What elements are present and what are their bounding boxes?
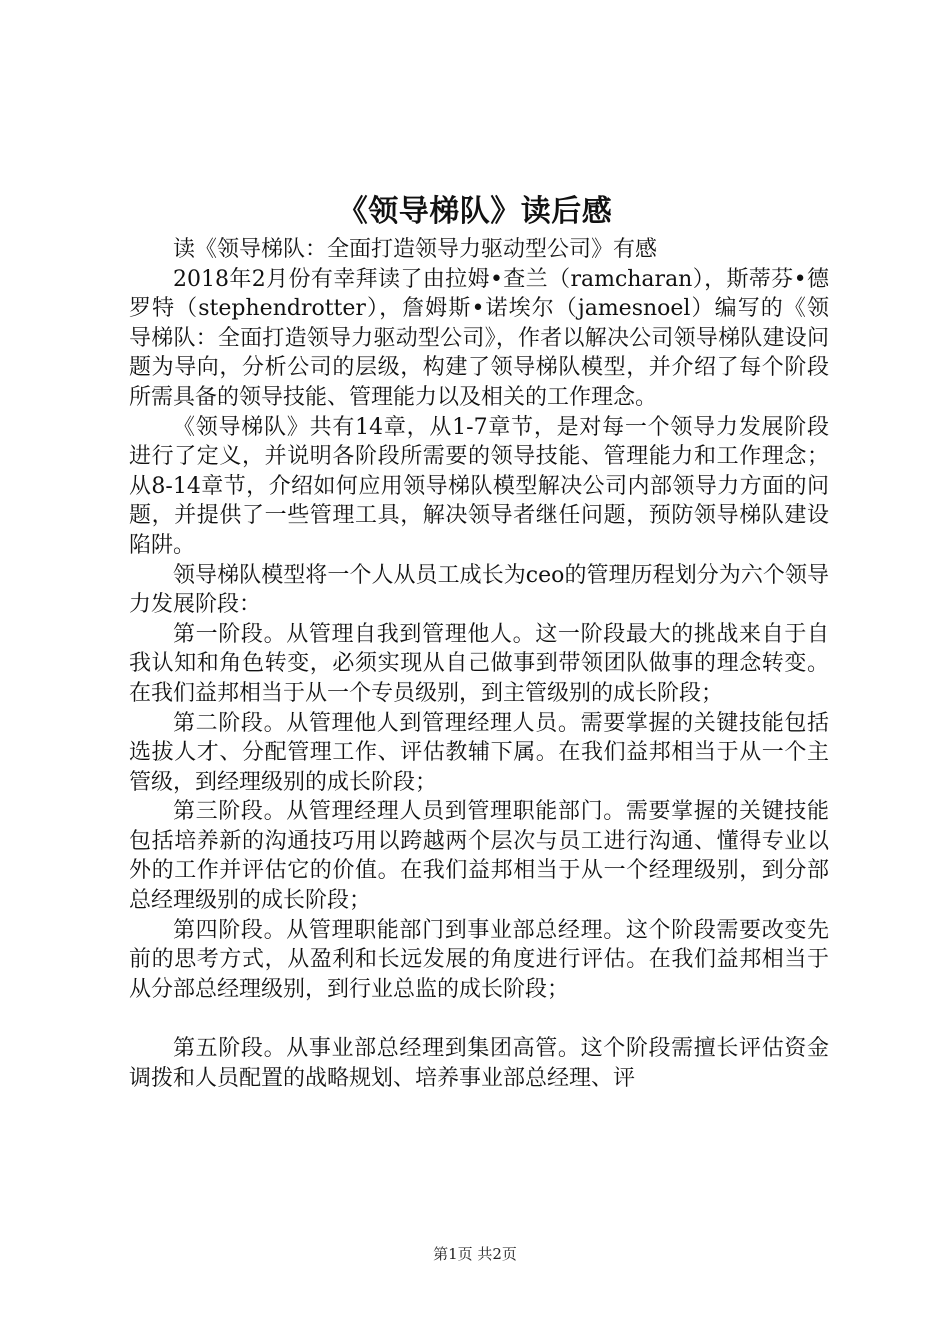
paragraph-stage-1: 第一阶段。从管理自我到管理他人。这一阶段最大的挑战来自于自我认知和角色转变，必须实现从自己做事到带领团队做事的理念转变。在我们益邦相当于从一个专员级别，到主管级别的成长阶段；	[129, 621, 829, 706]
paragraph-subtitle: 读《领导梯队：全面打造领导力驱动型公司》有感	[173, 237, 658, 262]
paragraph-stage-4: 第四阶段。从管理职能部门到事业部总经理。这个阶段需要改变先前的思考方式，从盈利和长远发展的角度进行评估。在我们益邦相当于从分部总经理级别，到行业总监的成长阶段；	[129, 917, 829, 1002]
page-footer: 第1页 共2页	[433, 1245, 517, 1263]
paragraph-stage-3: 第三阶段。从管理经理人员到管理职能部门。需要掌握的关键技能包括培养新的沟通技巧用以跨越两个层次与员工进行沟通、懂得专业以外的工作并评估它的价值。在我们益邦相当于从一个经理级别，到分部总经理级别的成长阶段；	[129, 799, 829, 914]
document-body	[129, 235, 829, 1093]
paragraph-model: 领导梯队模型将一个人从员工成长为ceo的管理历程划分为六个领导力发展阶段：	[129, 562, 829, 618]
document-title: 《领导梯队》读后感	[337, 194, 613, 229]
paragraph-stage-5: 第五阶段。从事业部总经理到集团高管。这个阶段需擅长评估资金调拨和人员配置的战略规划、培养事业部总经理、评	[129, 1036, 829, 1091]
paragraph-chapters: 《领导梯队》共有14章，从1-7章节，是对每一个领导力发展阶段进行了定义，并说明各阶段所需要的领导技能、管理能力和工作理念；从8-14章节，介绍如何应用领导梯队模型解决公司内部领导力方面的问题，并提供了一些管理工具，解决领导者继任问题，预防领导梯队建设陷阱。	[129, 414, 829, 558]
paragraph-stage-2: 第二阶段。从管理他人到管理经理人员。需要掌握的关键技能包括选拔人才、分配管理工作、评估教辅下属。在我们益邦相当于从一个主管级，到经理级别的成长阶段；	[129, 710, 829, 795]
paragraph-intro: 2018年2月份有幸拜读了由拉姆•查兰（ramcharan），斯蒂芬•德罗特（stephendrotter），詹姆斯•诺埃尔（jamesnoel）编写的《领导梯队：全面打造领导力驱动型公司》，作者以解决公司领导梯队建设问题为导向，分析公司的层级，构建了领导梯队模型，并介绍了每个阶段所需具备的领导技能、管理能力以及相关的工作理念。	[129, 266, 829, 410]
